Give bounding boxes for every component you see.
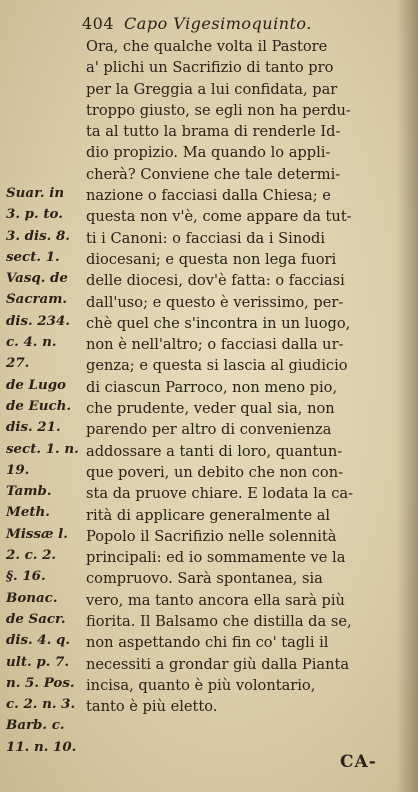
margin-note-line: de Euch. (6, 397, 72, 414)
margin-note-line: Sacram. (6, 291, 68, 308)
text-line: delle diocesi, dov'è fatta: o facciasi (86, 272, 345, 290)
text-line: addossare a tanti di loro, quantun- (86, 442, 343, 460)
text-line: diocesani; e questa non lega fuori (86, 250, 337, 268)
margin-note-line: ult. p. 7. (6, 653, 69, 670)
margin-notes (6, 183, 88, 758)
text-line: principali: ed io sommamente ve la (86, 549, 346, 567)
text-line: chè quel che s'incontra in un luogo, (86, 314, 351, 332)
margin-note-line: Barb. c. (6, 717, 65, 734)
margin-note-line: n. 5. Pos. (6, 674, 75, 691)
margin-note-line: 3. p. to. (6, 206, 63, 223)
margin-note-line: c. 2. n. 3. (6, 696, 76, 713)
text-line: Ora, che qualche volta il Pastore (86, 38, 328, 55)
margin-note-line: Bonac. (6, 589, 58, 606)
margin-note-line: 2. c. 2. (6, 547, 57, 564)
margin-note-line: dis. 234. (6, 312, 70, 329)
text-line: a' plichi un Sacrifizio di tanto pro (86, 59, 334, 77)
text-line: troppo giusto, se egli non ha perdu- (86, 101, 351, 119)
running-head (82, 14, 312, 33)
margin-note-line: dis. 4. q. (6, 632, 70, 649)
text-line: genza; e questa si lascia al giudicio (86, 357, 348, 375)
text-line: vero, ma tanto ancora ella sarà più (86, 591, 345, 609)
margin-note-line: de Lugo (6, 376, 66, 393)
margin-note-line: 11. n. 10. (6, 738, 77, 755)
margin-note-line: Vasq. de (6, 270, 68, 287)
margin-note-line: Missæ l. (6, 525, 68, 542)
text-line: parendo per altro di convenienza (86, 421, 332, 439)
text-line: sta da pruove chiare. E lodata la ca- (86, 485, 354, 503)
text-line: che prudente, veder qual sia, non (86, 400, 335, 418)
text-line: nazione o facciasi dalla Chiesa; e (86, 187, 331, 205)
margin-note-line: Suar. in (6, 185, 65, 201)
text-line: cherà? Conviene che tale determi- (86, 165, 341, 183)
text-line: necessiti a grondar giù dalla Pianta (86, 655, 350, 673)
text-line: di ciascun Parroco, non meno pio, (86, 378, 338, 396)
text-line: Popolo il Sacrifizio nelle solennità (86, 527, 337, 545)
text-line: compruovo. Sarà spontanea, sia (86, 570, 323, 588)
catchword: CA- (340, 752, 377, 772)
margin-note-line: Meth. (6, 504, 50, 521)
margin-note-line: 3. dis. 8. (6, 227, 70, 244)
margin-note-line: §. 16. (6, 568, 46, 585)
text-line: per la Greggia a lui confidata, par (86, 80, 338, 98)
margin-note-line: sect. 1. n. (6, 440, 79, 457)
page-number: 404 (82, 14, 115, 33)
running-title: Capo Vigesimoquinto. (124, 14, 312, 33)
text-line: dio propizio. Ma quando lo appli- (86, 144, 331, 162)
margin-note-line: sect. 1. (6, 248, 60, 265)
text-line: ti i Canoni: o facciasi da i Sinodi (86, 229, 326, 247)
text-line: incisa, quanto è più volontario, (86, 676, 316, 694)
margin-note-line: 27. (6, 355, 30, 372)
text-line: non è nell'altro; o facciasi dalla ur- (86, 336, 344, 354)
margin-note-line: 19. (6, 461, 30, 478)
margin-note-line: de Sacr. (6, 610, 66, 627)
text-line: ta al tutto la brama di renderle Id- (86, 123, 341, 141)
text-line: que poveri, un debito che non con- (86, 463, 344, 481)
text-line: dall'uso; e questo è verissimo, per- (86, 293, 344, 311)
text-line: non aspettando chi fin co' tagli il (86, 634, 329, 652)
text-line: tanto è più eletto. (86, 698, 218, 716)
text-line: questa non v'è, come appare da tut- (86, 208, 352, 226)
margin-note-line: c. 4. n. (6, 334, 57, 351)
margin-note-line: dis. 21. (6, 419, 61, 436)
main-text-block (86, 36, 404, 718)
text-line: fiorita. Il Balsamo che distilla da se, (86, 613, 352, 631)
margin-note-line: Tamb. (6, 483, 52, 500)
text-line: rità di applicare generalmente al (86, 506, 331, 524)
page-edge-shadow (396, 0, 418, 792)
